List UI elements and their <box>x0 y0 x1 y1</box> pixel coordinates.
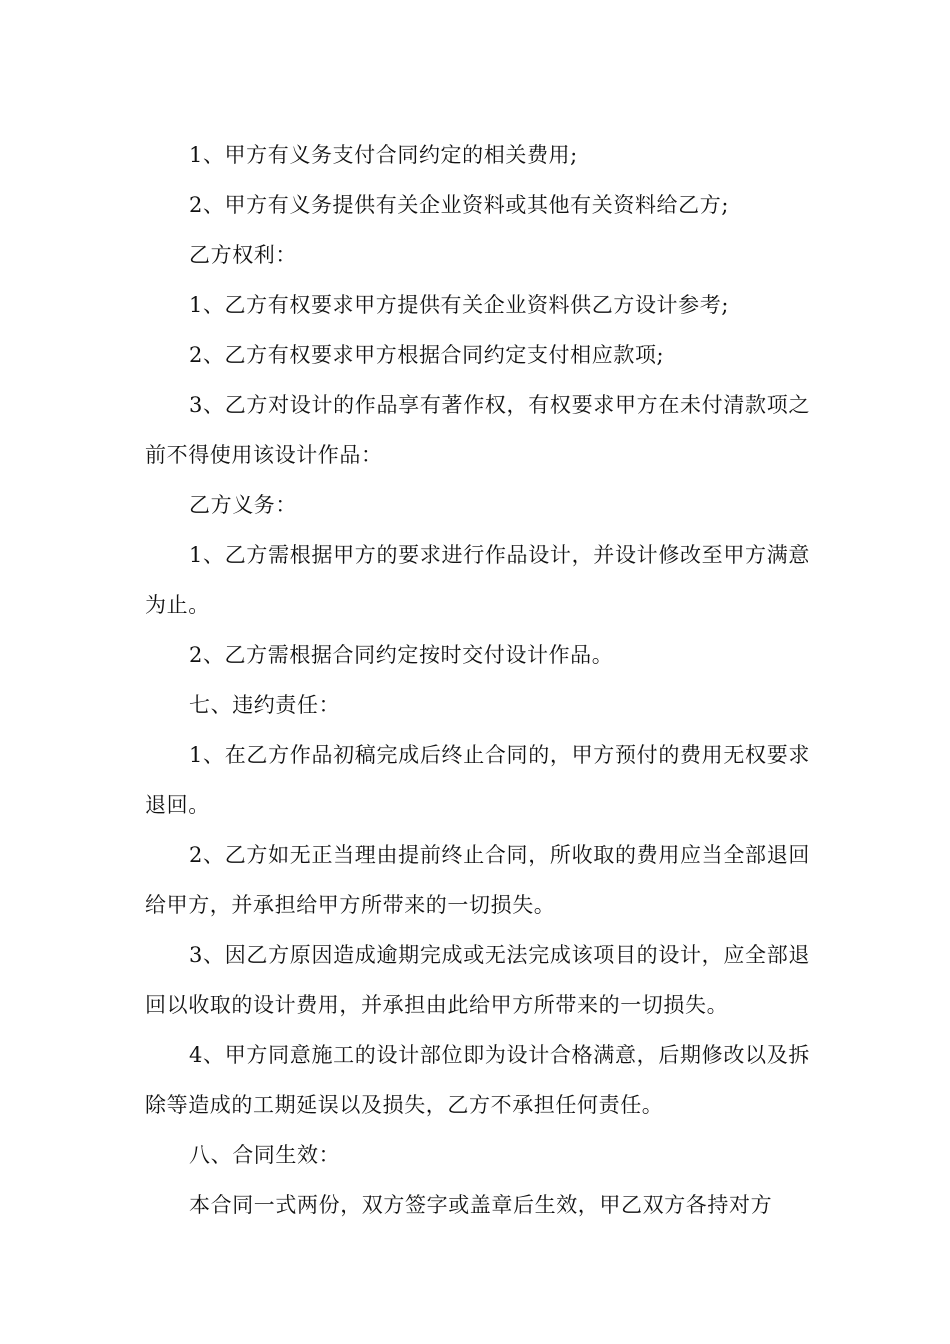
paragraph-obligation-1: 1、甲方有义务支付合同约定的相关费用; <box>189 143 578 167</box>
paragraph-breach-3: 3、因乙方原因造成逾期完成或无法完成该项目的设计，应全部退回以收取的设计费用，并承担由此给甲方所带来的一切损失。 <box>145 943 810 1017</box>
heading-party-b-rights: 乙方权利： <box>189 243 297 267</box>
heading-contract-effect: 八、合同生效： <box>189 1143 341 1167</box>
paragraph-breach-4: 4、甲方同意施工的设计部位即为设计合格满意，后期修改以及拆除等造成的工期延误以及损失，乙方不承担任何责任。 <box>145 1043 810 1117</box>
paragraph-obligation-2: 2、甲方有义务提供有关企业资料或其他有关资料给乙方; <box>189 193 730 217</box>
paragraph-breach-1: 1、在乙方作品初稿完成后终止合同的，甲方预付的费用无权要求退回。 <box>145 743 810 817</box>
paragraph-rights-2: 2、乙方有权要求甲方根据合同约定支付相应款项; <box>189 343 665 367</box>
paragraph-b-obligation-2: 2、乙方需根据合同约定按时交付设计作品。 <box>189 643 614 667</box>
paragraph-contract-effect: 本合同一式两份，双方签字或盖章后生效，甲乙双方各持对方 <box>189 1193 773 1217</box>
heading-party-b-obligations: 乙方义务： <box>189 493 297 517</box>
paragraph-rights-3: 3、乙方对设计的作品享有著作权，有权要求甲方在未付清款项之前不得使用该设计作品： <box>145 393 810 467</box>
paragraph-breach-2: 2、乙方如无正当理由提前终止合同，所收取的费用应当全部退回给甲方，并承担给甲方所带来的一切损失。 <box>145 843 810 917</box>
paragraph-b-obligation-1: 1、乙方需根据甲方的要求进行作品设计，并设计修改至甲方满意为止。 <box>145 543 810 617</box>
document-body <box>145 130 810 1230</box>
paragraph-rights-1: 1、乙方有权要求甲方提供有关企业资料供乙方设计参考; <box>189 293 730 317</box>
heading-breach-liability: 七、违约责任： <box>189 693 341 717</box>
